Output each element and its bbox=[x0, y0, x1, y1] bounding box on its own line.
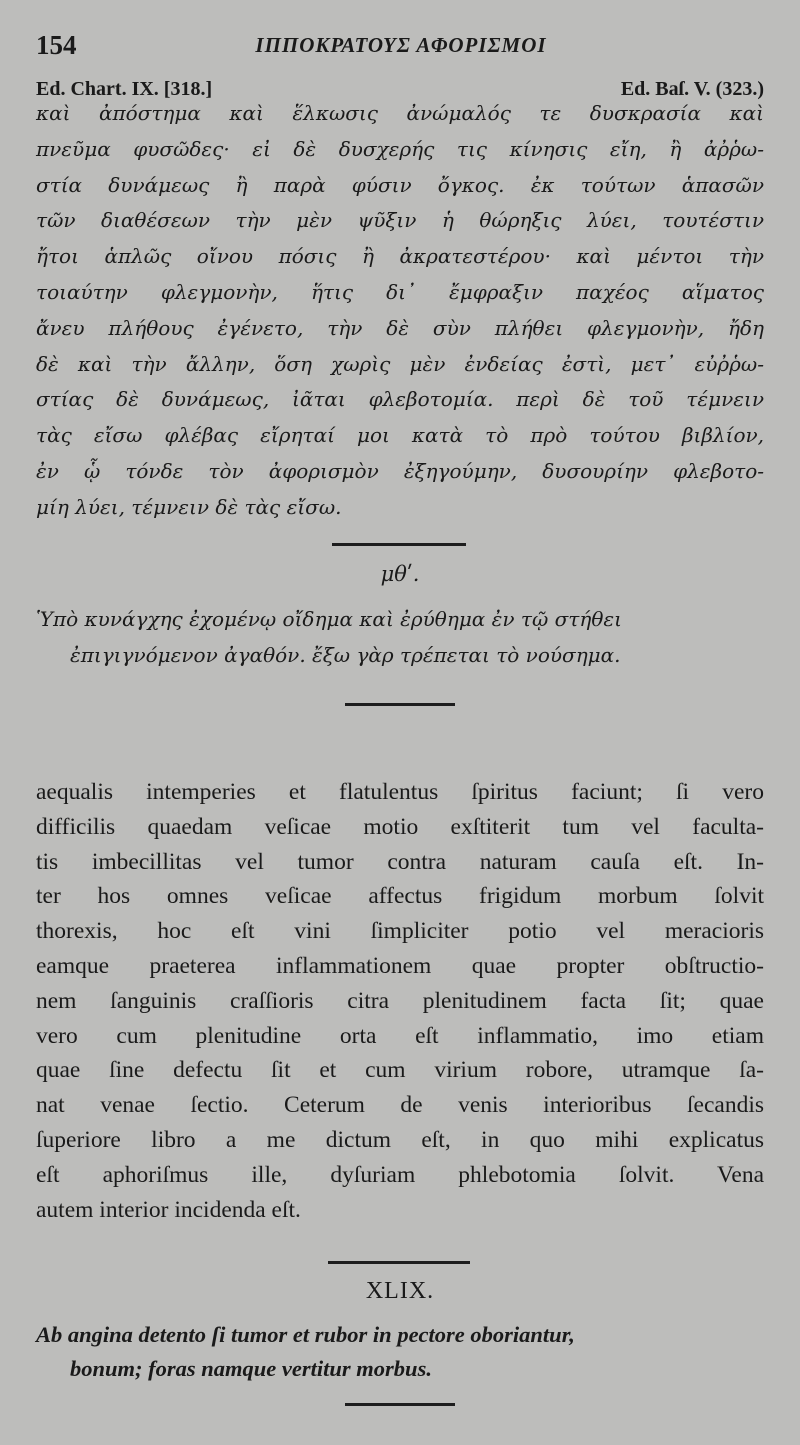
greek-aphorism-line: Ὑπὸ κυνάγχης ἐχομένῳ οἴδημα καὶ ἐρύθημα ἐν τῷ στήθει bbox=[36, 607, 622, 631]
latin-aphorism-number: XLIX. bbox=[365, 1278, 435, 1304]
latin-line: eſt aphoriſmus ille, dyſuriam phlebotomia ſolvit. Vena bbox=[36, 1161, 764, 1188]
latin-line: autem interior incidenda eſt. bbox=[36, 1196, 301, 1223]
latin-line: ter hos omnes veſicae affectus frigidum morbum ſolvit bbox=[36, 883, 764, 910]
section-divider bbox=[328, 1261, 470, 1264]
greek-line: ἤτοι ἁπλῶς οἴνου πόσις ἢ ἀκρατεστέρου· καὶ μέντοι τὴν bbox=[36, 244, 764, 269]
running-title: ΙΠΠΟΚΡΑΤΟΥΣ ΑΦΟΡΙΣΜΟΙ bbox=[255, 33, 547, 57]
latin-line: tis imbecillitas vel tumor contra naturam cauſa eſt. In- bbox=[36, 848, 764, 875]
latin-line: vero cum plenitudine orta eſt inflammatio, imo etiam bbox=[36, 1022, 764, 1049]
section-divider bbox=[345, 703, 455, 706]
page-header bbox=[36, 30, 766, 70]
latin-line: eamque praeterea inflammationem quae propter obſtructio- bbox=[36, 952, 764, 979]
edition-basel: Ed. Baſ. V. (323.) bbox=[620, 78, 764, 100]
latin-line: nat venae ſectio. Ceterum de venis interioribus ſecandis bbox=[36, 1092, 764, 1119]
latin-line: difficilis quaedam veſicae motio exſtiterit tum vel faculta- bbox=[36, 813, 764, 840]
greek-aphorism bbox=[36, 602, 764, 674]
page-number: 154 bbox=[36, 30, 77, 60]
greek-aphorism-line: ἐπιγιγνόμενον ἀγαθόν. ἔξω γὰρ τρέπεται τὸ νούσημα. bbox=[70, 642, 621, 667]
latin-aphorism bbox=[36, 1318, 764, 1386]
greek-aphorism-number: μθʹ. bbox=[380, 562, 420, 586]
latin-line: aequalis intemperies et flatulentus ſpiritus faciunt; ſi vero bbox=[36, 779, 764, 805]
greek-line: ἐν ᾧ τόνδε τὸν ἀφορισμὸν ἐξηγούμην, δυσουρίην φλεβοτο- bbox=[36, 458, 764, 483]
greek-line: τὰς εἴσω φλέβας εἴρηταί μοι κατὰ τὸ πρὸ τούτου βιβλίον, bbox=[36, 423, 764, 448]
latin-aphorism-line: Ab angina detento ſi tumor et rubor in pectore oboriantur, bbox=[36, 1322, 575, 1347]
section-divider bbox=[345, 1403, 455, 1406]
latin-line: nem ſanguinis craſſioris citra plenitudinem facta ſit; quae bbox=[36, 987, 764, 1014]
greek-line: καὶ ἀπόστημα καὶ ἕλκωσις ἀνώμαλός τε δυσκρασία καὶ bbox=[36, 101, 764, 125]
greek-commentary bbox=[36, 96, 764, 526]
greek-line: τοιαύτην φλεγμονὴν, ἥτις δι᾽ ἔμφραξιν παχέος αἵματος bbox=[36, 279, 764, 304]
latin-line: ſuperiore libro a me dictum eſt, in quo mihi explicatus bbox=[36, 1126, 764, 1153]
greek-line: πνεῦμα φυσῶδες· εἰ δὲ δυσχερής τις κίνησις εἴη, ἢ ἀῤῥω- bbox=[36, 136, 764, 161]
greek-line: τῶν διαθέσεων τὴν μὲν ψῦξιν ἡ θώρηξις λύει, τουτέστιν bbox=[36, 208, 764, 233]
greek-line: δὲ καὶ τὴν ἄλλην, ὅση χωρὶς μὲν ἐνδείας ἐστὶ, μετ᾽ εὐῤῥω- bbox=[36, 351, 764, 376]
greek-line: ἄνευ πλήθους ἐγένετο, τὴν δὲ σὺν πλήθει φλεγμονὴν, ἤδη bbox=[36, 315, 764, 340]
greek-line: μίη λύει, τέμνειν δὲ τὰς εἴσω. bbox=[36, 494, 342, 519]
greek-line: στίας δὲ δυνάμεως, ἰᾶται φλεβοτομία. περὶ δὲ τοῦ τέμνειν bbox=[36, 387, 764, 412]
latin-line: thorexis, hoc eſt vini ſimpliciter potio vel meracioris bbox=[36, 918, 764, 945]
section-divider bbox=[332, 543, 466, 546]
latin-aphorism-line: bonum; foras namque vertitur morbus. bbox=[70, 1356, 432, 1381]
latin-line: quae ſine defectu ſit et cum virium robore, utramque ſa- bbox=[36, 1057, 764, 1084]
edition-chartier: Ed. Chart. IX. [318.] bbox=[36, 78, 213, 100]
latin-commentary bbox=[36, 775, 764, 1227]
greek-line: στία δυνάμεως ἢ παρὰ φύσιν ὄγκος. ἐκ τούτων ἁπασῶν bbox=[36, 172, 764, 197]
